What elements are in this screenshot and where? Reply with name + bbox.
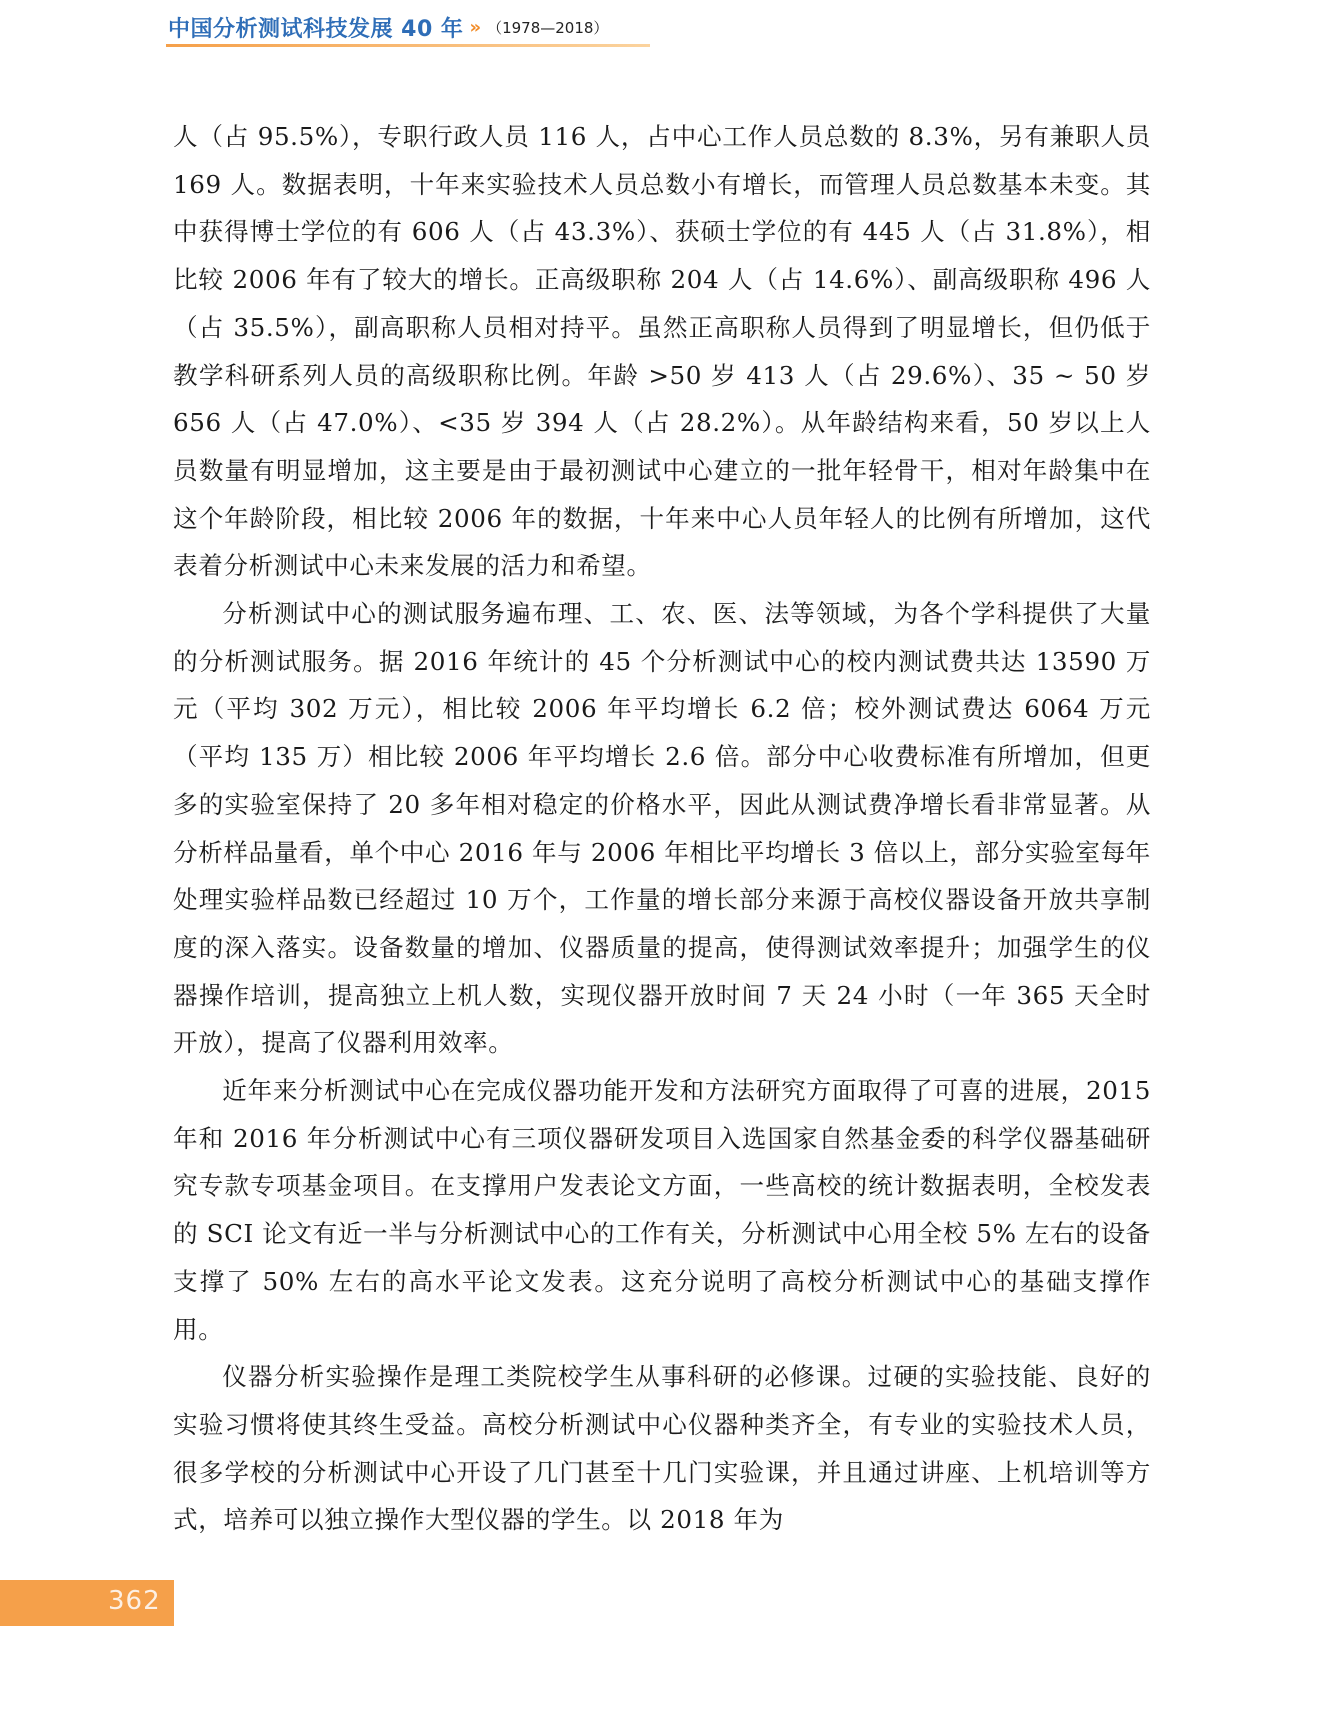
page-number: 362 [108,1586,161,1616]
page-body [173,113,1151,1544]
running-header [168,8,608,46]
paragraph-2: 分析测试中心的测试服务遍布理、工、农、医、法等领域，为各个学科提供了大量的分析测试服务。据 2016 年统计的 45 个分析测试中心的校内测试费共达 13590 万元（平均 302 万元），相比较 2006 年平均增长 6.2 倍；校外测试费达 6064 万元（平均 135 万）相比较 2006 年平均增长 2.6 倍。部分中心收费标准有所增加，但更多的实验室保持了 20 多年相对稳定的价格水平，因此从测试费净增长看非常显著。从分析样品量看，单个中心 2016 年与 2006 年相比平均增长 3 倍以上，部分实验室每年处理实验样品数已经超过 10 万个，工作量的增长部分来源于高校仪器设备开放共享制度的深入落实。设备数量的增加、仪器质量的提高，使得测试效率提升；加强学生的仪器操作培训，提高独立上机人数，实现仪器开放时间 7 天 24 小时（一年 365 天全时开放），提高了仪器利用效率。 [173,599,1151,1058]
paragraph-4: 仪器分析实验操作是理工类院校学生从事科研的必修课。过硬的实验技能、良好的实验习惯将使其终生受益。高校分析测试中心仪器种类齐全，有专业的实验技术人员，很多学校的分析测试中心开设了几门甚至十几门实验课，并且通过讲座、上机培训等方式，培养可以独立操作大型仪器的学生。以 2018 年为 [173,1362,1151,1535]
paragraph-1: 人（占 95.5%），专职行政人员 116 人，占中心工作人员总数的 8.3%，另有兼职人员 169 人。数据表明，十年来实验技术人员总数小有增长，而管理人员总数基本未变。其中获得博士学位的有 606 人（占 43.3%）、获硕士学位的有 445 人（占 31.8%），相比较 2006 年有了较大的增长。正高级职称 204 人（占 14.6%）、副高级职称 496 人（占 35.5%），副高职称人员相对持平。虽然正高职称人员得到了明显增长，但仍低于教学科研系列人员的高级职称比例。年龄 >50 岁 413 人（占 29.6%）、35 ~ 50 岁 656 人（占 47.0%）、<35 岁 394 人（占 28.2%）。从年龄结构来看，50 岁以上人员数量有明显增加，这主要是由于最初测试中心建立的一批年轻骨干，相对年龄集中在这个年龄阶段，相比较 2006 年的数据，十年来中心人员年轻人的比例有所增加，这代表着分析测试中心未来发展的活力和希望。 [173,122,1151,581]
page-number-block [0,1580,174,1626]
paragraph-3: 近年来分析测试中心在完成仪器功能开发和方法研究方面取得了可喜的进展，2015 年和 2016 年分析测试中心有三项仪器研发项目入选国家自然基金委的科学仪器基础研究专款专项基金项目。在支撑用户发表论文方面，一些高校的统计数据表明，全校发表的 SCI 论文有近一半与分析测试中心的工作有关，分析测试中心用全校 5% 左右的设备支撑了 50% 左右的高水平论文发表。这充分说明了高校分析测试中心的基础支撑作用。 [173,1076,1151,1344]
book-title: 中国分析测试科技发展 40 年 [168,16,464,42]
double-chevron-icon: » [469,16,482,38]
header-underline [166,44,650,47]
book-years: （1978—2018） [487,18,609,37]
